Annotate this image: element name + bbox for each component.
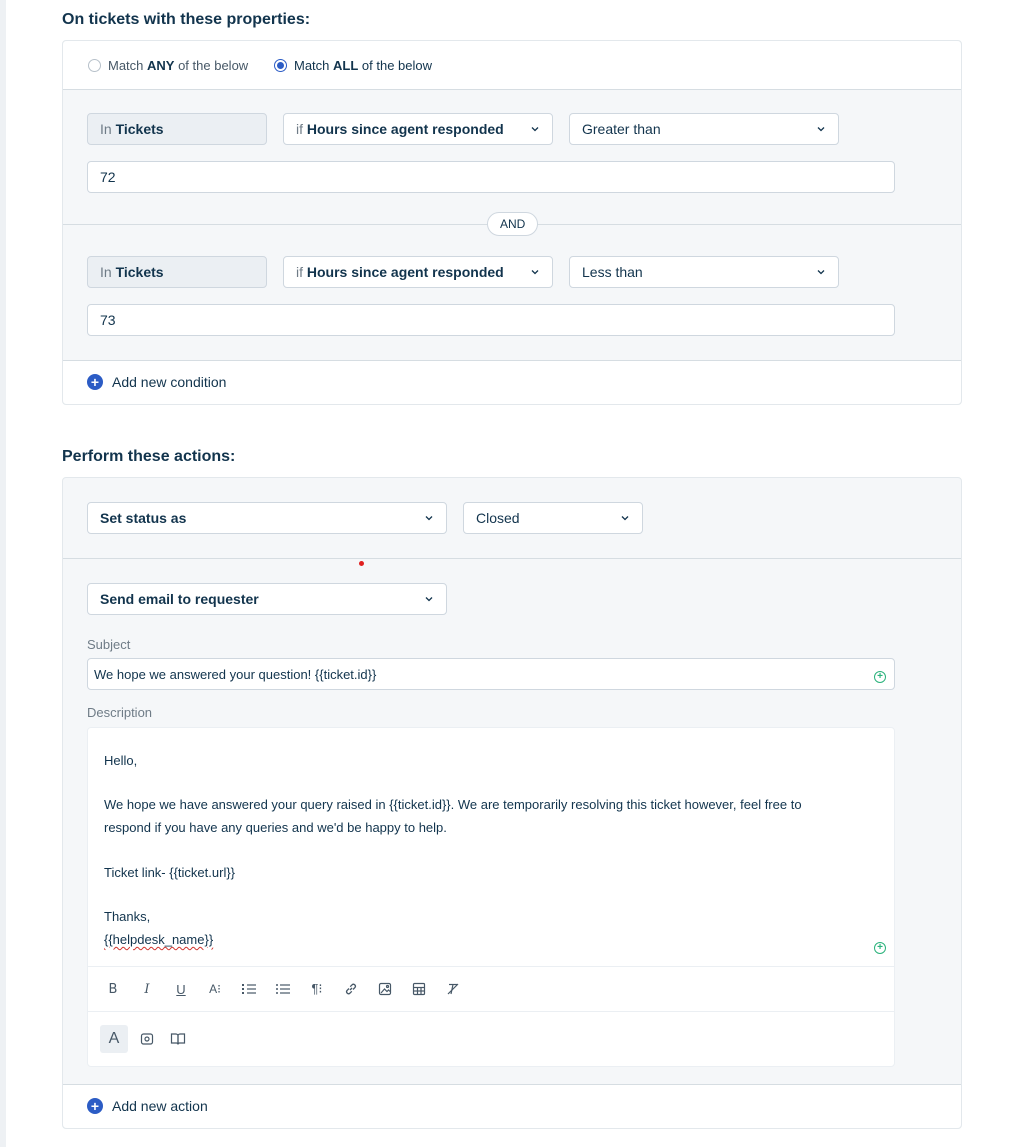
canned-response-icon[interactable] <box>139 1031 155 1047</box>
body-signature: {{helpdesk_name}} <box>104 932 214 947</box>
divider <box>88 1011 894 1012</box>
add-new-action-label: Add new action <box>112 1098 208 1114</box>
chevron-down-icon <box>530 124 540 134</box>
body-paragraph-line-1: We hope we have answered your query raised in {{ticket.id}}. We are temporarily resolving this ticket however, feel free to <box>104 797 802 812</box>
font-size-icon[interactable]: A⁝ <box>209 982 221 996</box>
condition-2-operator-select[interactable]: Less than <box>569 256 839 288</box>
link-icon[interactable] <box>343 981 359 997</box>
condition-1-value-input[interactable]: 72 <box>87 161 895 193</box>
bold-icon[interactable]: B <box>108 981 118 997</box>
action-2-type-select[interactable]: Send email to requester <box>87 583 447 615</box>
condition-2-value-input[interactable]: 73 <box>87 304 895 336</box>
paragraph-icon[interactable]: ¶⁝ <box>311 981 323 996</box>
knowledge-base-icon[interactable] <box>170 1031 186 1047</box>
match-all-label[interactable]: Match ALL of the below <box>294 58 433 73</box>
chevron-down-icon <box>424 513 434 523</box>
add-condition-footer <box>63 361 961 404</box>
plus-circle-icon: + <box>87 1098 103 1114</box>
match-all-radio[interactable] <box>274 59 287 72</box>
subject-label: Subject <box>87 637 131 652</box>
description-editor[interactable] <box>87 727 895 1067</box>
divider <box>63 89 961 90</box>
divider <box>63 558 961 559</box>
bulleted-list-icon[interactable] <box>275 981 291 997</box>
action-1-value-select[interactable]: Closed <box>463 502 643 534</box>
insert-placeholder-icon[interactable]: + <box>874 942 886 954</box>
condition-2-scope: In Tickets <box>87 256 267 288</box>
chevron-down-icon <box>620 513 630 523</box>
body-thanks: Thanks, <box>104 909 151 924</box>
body-paragraph-line-2: respond if you have any queries and we'd be happy to help. <box>104 820 447 835</box>
description-label: Description <box>87 705 153 720</box>
numbered-list-icon[interactable] <box>241 981 257 997</box>
condition-1-scope: In Tickets <box>87 113 267 145</box>
image-icon[interactable] <box>377 981 393 997</box>
chevron-down-icon <box>816 124 826 134</box>
conditions-title: On tickets with these properties: <box>62 11 311 28</box>
body-ticket-link: Ticket link- {{ticket.url}} <box>104 865 236 880</box>
match-type-header <box>63 41 961 89</box>
match-any-label[interactable]: Match ANY of the below <box>108 58 249 73</box>
subject-input[interactable]: We hope we answered your question! {{ticket.id}} <box>87 658 895 690</box>
clear-format-icon[interactable] <box>445 981 461 997</box>
left-scroll-rail <box>0 0 6 1147</box>
add-new-action-button[interactable] <box>87 1098 208 1114</box>
and-joiner-badge: AND <box>487 212 538 236</box>
match-any-radio[interactable] <box>88 59 101 72</box>
chevron-down-icon <box>530 267 540 277</box>
action-1-type-select[interactable]: Set status as <box>87 502 447 534</box>
condition-1-operator-select[interactable]: Greater than <box>569 113 839 145</box>
add-action-footer <box>63 1085 961 1128</box>
body-greeting: Hello, <box>104 753 138 768</box>
conditions-card <box>62 40 962 405</box>
add-new-condition-button[interactable] <box>87 374 226 390</box>
insert-placeholder-icon[interactable]: + <box>874 671 886 683</box>
table-icon[interactable] <box>411 981 427 997</box>
italic-icon[interactable]: I <box>144 981 150 997</box>
underline-icon[interactable]: U <box>176 981 186 997</box>
chevron-down-icon <box>816 267 826 277</box>
condition-2-field-select[interactable]: if Hours since agent responded <box>283 256 553 288</box>
plus-circle-icon: + <box>87 374 103 390</box>
divider <box>88 966 894 967</box>
chevron-down-icon <box>424 594 434 604</box>
actions-title: Perform these actions: <box>62 448 236 465</box>
condition-1-field-select[interactable]: if Hours since agent responded <box>283 113 553 145</box>
text-format-icon[interactable]: A <box>100 1025 128 1053</box>
add-new-condition-label: Add new condition <box>112 374 227 390</box>
status-dot <box>359 561 364 566</box>
